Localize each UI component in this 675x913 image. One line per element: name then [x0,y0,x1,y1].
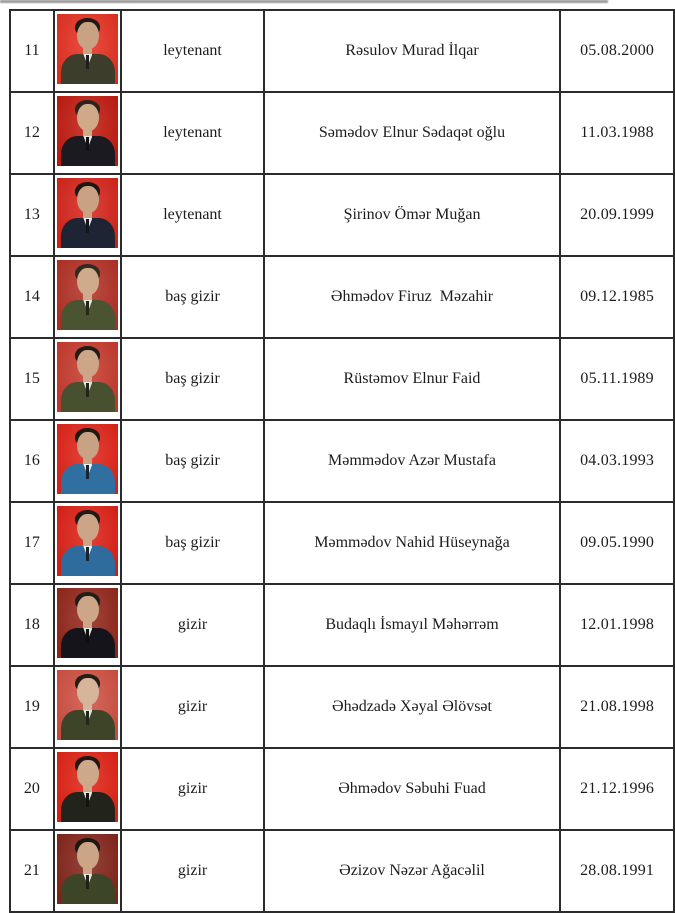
portrait-head [77,760,99,787]
row-number: 12 [10,92,54,174]
table-row [10,256,674,338]
portrait-tie [86,793,89,807]
photo-cell [54,10,122,92]
portrait-tie [86,465,89,479]
birth-date-cell: 28.08.1991 [560,830,674,912]
row-number: 20 [10,748,54,830]
portrait-tie [86,629,89,643]
portrait-photo [57,834,119,904]
table-row [10,420,674,502]
photo-frame [55,667,121,747]
table-row [10,830,674,912]
rank-cell: leytenant [121,174,263,256]
photo-cell [54,502,122,584]
rank-cell: gizir [121,830,263,912]
rank-cell: gizir [121,584,263,666]
portrait-tie [86,301,89,315]
birth-date-cell: 11.03.1988 [560,92,674,174]
name-cell: Şirinov Ömər Muğan [264,174,560,256]
photo-frame [55,585,121,665]
photo-cell [54,830,122,912]
rank-cell: leytenant [121,92,263,174]
name-cell: Məmmədov Nahid Hüseynağa [264,502,560,584]
name-cell: Səmədov Elnur Sədaqət oğlu [264,92,560,174]
name-cell: Rəsulov Murad İlqar [264,10,560,92]
photo-cell [54,584,122,666]
portrait-tie [86,711,89,725]
name-cell: Əzizov Nəzər Ağacəlil [264,830,560,912]
row-number: 15 [10,338,54,420]
personnel-table [9,9,675,913]
scan-artifact-line [0,0,608,3]
portrait-head [77,350,99,377]
birth-date-cell: 05.11.1989 [560,338,674,420]
portrait-head [77,432,99,459]
personnel-table-body [10,10,674,912]
row-number: 11 [10,10,54,92]
portrait-head [77,104,99,131]
name-cell: Budaqlı İsmayıl Məhərrəm [264,584,560,666]
name-cell: Əhədzadə Xəyal Əlövsət [264,666,560,748]
portrait-photo [57,178,119,248]
portrait-photo [57,14,119,84]
birth-date-cell: 09.05.1990 [560,502,674,584]
photo-cell [54,256,122,338]
table-row [10,502,674,584]
portrait-photo [57,506,119,576]
name-cell: Rüstəmov Elnur Faid [264,338,560,420]
table-row [10,174,674,256]
portrait-tie [86,875,89,889]
portrait-photo [57,424,119,494]
portrait-photo [57,96,119,166]
birth-date-cell: 20.09.1999 [560,174,674,256]
rank-cell: baş gizir [121,338,263,420]
portrait-head [77,22,99,49]
photo-frame [55,175,121,255]
photo-frame [55,11,121,91]
photo-frame [55,339,121,419]
rank-cell: gizir [121,748,263,830]
portrait-head [77,186,99,213]
birth-date-cell: 05.08.2000 [560,10,674,92]
table-row [10,748,674,830]
birth-date-cell: 21.12.1996 [560,748,674,830]
row-number: 21 [10,830,54,912]
portrait-photo [57,260,119,330]
photo-frame [55,749,121,829]
rank-cell: baş gizir [121,420,263,502]
name-cell: Məmmədov Azər Mustafa [264,420,560,502]
table-row [10,338,674,420]
photo-frame [55,421,121,501]
photo-frame [55,831,121,911]
portrait-tie [86,219,89,233]
row-number: 14 [10,256,54,338]
photo-cell [54,174,122,256]
row-number: 16 [10,420,54,502]
birth-date-cell: 12.01.1998 [560,584,674,666]
portrait-tie [86,547,89,561]
photo-cell [54,666,122,748]
name-cell: Əhmədov Səbuhi Fuad [264,748,560,830]
table-row [10,666,674,748]
portrait-tie [86,55,89,69]
rank-cell: leytenant [121,10,263,92]
photo-cell [54,92,122,174]
portrait-tie [86,383,89,397]
portrait-head [77,596,99,623]
rank-cell: baş gizir [121,502,263,584]
birth-date-cell: 09.12.1985 [560,256,674,338]
photo-frame [55,257,121,337]
row-number: 17 [10,502,54,584]
photo-frame [55,93,121,173]
portrait-tie [86,137,89,151]
row-number: 13 [10,174,54,256]
portrait-head [77,514,99,541]
table-row [10,10,674,92]
row-number: 18 [10,584,54,666]
photo-cell [54,748,122,830]
portrait-head [77,268,99,295]
table-row [10,584,674,666]
portrait-photo [57,670,119,740]
name-cell: Əhmədov Firuz Məzahir [264,256,560,338]
portrait-head [77,842,99,869]
portrait-photo [57,752,119,822]
photo-frame [55,503,121,583]
birth-date-cell: 04.03.1993 [560,420,674,502]
rank-cell: gizir [121,666,263,748]
table-row [10,92,674,174]
portrait-photo [57,588,119,658]
photo-cell [54,338,122,420]
rank-cell: baş gizir [121,256,263,338]
portrait-head [77,678,99,705]
portrait-photo [57,342,119,412]
row-number: 19 [10,666,54,748]
birth-date-cell: 21.08.1998 [560,666,674,748]
photo-cell [54,420,122,502]
